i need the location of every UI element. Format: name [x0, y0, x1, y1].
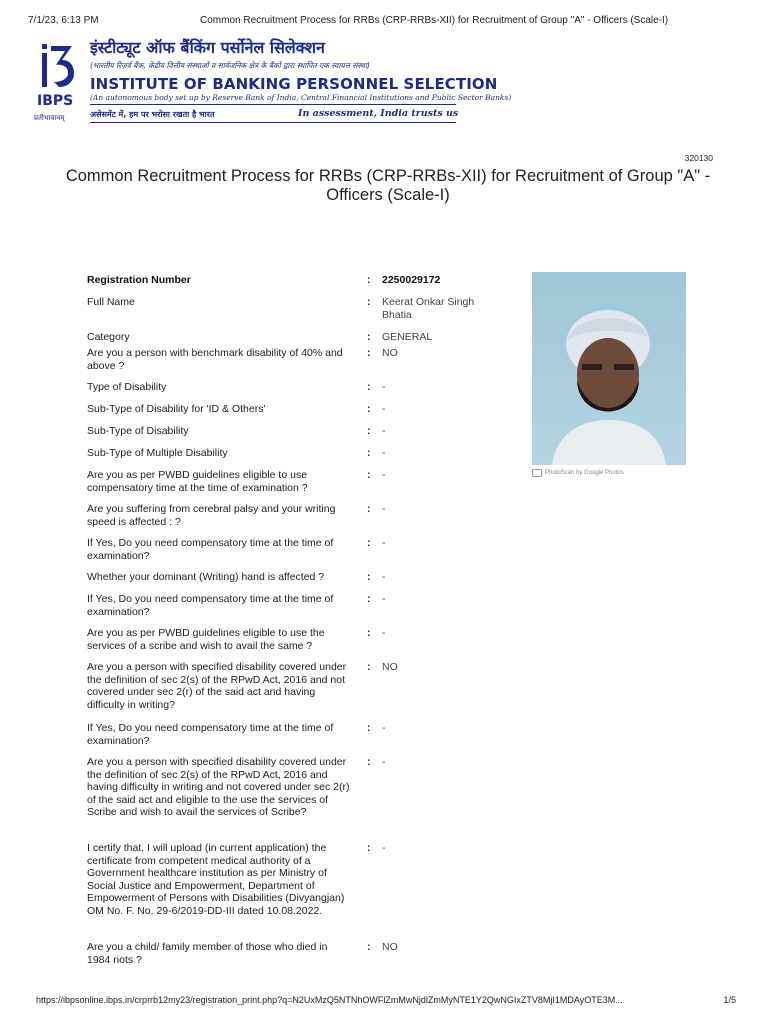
field-row-compensatory-time-3: If Yes, Do you need compensatory time at the time of examination? : - — [87, 722, 517, 756]
field-value: GENERAL — [382, 331, 433, 343]
candidate-photo — [532, 272, 686, 465]
field-value: - — [382, 425, 386, 437]
field-value: - — [382, 842, 386, 854]
field-value: - — [382, 722, 386, 734]
field-row-specified-disability-scribe: Are you a person with specified disability covered under the definition of sec 2(s) of the RPwD Act, 2016 and having difficulty in writing and not covered under sec 2(r) of the said act and eligible to the use the services of Scribe and wish to avail the services of Scribe? : - — [87, 756, 517, 842]
field-label: Are you as per PWBD guidelines eligible to use the services of a scribe and wish to avail the same ? — [87, 627, 325, 652]
field-row-full-name: Full Name : Keerat Onkar Singh Bhatia — [87, 296, 517, 331]
field-label: Are you suffering from cerebral palsy and your writing speed is affected : ? — [87, 503, 336, 528]
field-label: Sub-Type of Multiple Disability — [87, 447, 228, 459]
ibps-logo-icon — [34, 42, 84, 124]
field-label: Sub-Type of Disability — [87, 425, 189, 437]
field-value: - — [382, 503, 386, 515]
field-value: 2250029172 — [382, 274, 441, 286]
photo-credit-text: PhotoScan by Google Photos — [545, 470, 624, 476]
field-value: - — [382, 469, 386, 481]
field-label: Sub-Type of Disability for 'ID & Others' — [87, 403, 266, 415]
camera-icon — [532, 469, 542, 477]
field-value: - — [382, 537, 386, 549]
field-label: I certify that, I will upload (in current application) the certificate from competent medical authority of a Government healthcare institution as per Ministry of Social Justice and Empowerment, Department of Empowerment of Persons with Disabilities (Divyangjan) OM No. F. No. 29-6/2019-DD-III dated 10.08.2022. — [87, 842, 345, 917]
field-value: - — [382, 447, 386, 459]
field-row-writing-hand: Whether your dominant (Writing) hand is affected ? : - — [87, 571, 517, 593]
page-number: 1/5 — [723, 995, 736, 1005]
field-label: Are you a child/ family member of those who died in 1984 riots ? — [87, 941, 328, 966]
field-row-category: Category : GENERAL — [87, 331, 517, 347]
field-row-disability-subtype-id: Sub-Type of Disability for 'ID & Others' : - — [87, 403, 517, 425]
field-value: Keerat Onkar Singh Bhatia — [382, 296, 475, 321]
slogan-hindi: असेसमेंट में, हम पर भरोसा रखता है भारत — [90, 110, 215, 119]
field-value: NO — [382, 941, 398, 953]
print-datetime: 7/1/23, 6:13 PM — [28, 15, 99, 26]
field-label: Are you a person with benchmark disability of 40% and above ? — [87, 347, 343, 372]
org-name: INSTITUTE OF BANKING PERSONNEL SELECTION — [90, 75, 498, 93]
org-hindi-subtitle: (भारतीय रिज़र्व बैंक, केंद्रीय वित्तीय संस्थाओं व सार्वजनिक क्षेत्र के बैंकों द्वारा स्थापित एक स्वायत्त संस्था) — [90, 61, 370, 70]
field-value: - — [382, 403, 386, 415]
field-value: - — [382, 571, 386, 583]
registration-details — [87, 274, 517, 971]
field-row-pwbd-compensatory-time: Are you as per PWBD guidelines eligible to use compensatory time at the time of examination ? : - — [87, 469, 517, 503]
field-label: Are you as per PWBD guidelines eligible to use compensatory time at the time of examination ? — [87, 469, 308, 494]
logo-hindi-text: प्रतीभावानम् — [34, 114, 65, 122]
field-row-compensatory-time-1: If Yes, Do you need compensatory time at the time of examination? : - — [87, 537, 517, 571]
field-row-1984-riots: Are you a child/ family member of those who died in 1984 riots ? : NO — [87, 941, 517, 971]
field-label: Category — [87, 331, 130, 343]
field-row-registration-number: Registration Number : 2250029172 — [87, 274, 517, 296]
field-value: NO — [382, 347, 398, 359]
field-label: If Yes, Do you need compensatory time at the time of examination? — [87, 722, 334, 747]
header-divider — [90, 104, 456, 105]
field-label: Are you a person with specified disability covered under the definition of sec 2(s) of the RPwD Act, 2016 and having difficulty in writing and not covered under sec 2(r) of the said act and eligible to the use the services of Scribe and wish to avail the services of Scribe? — [87, 756, 350, 819]
field-label: If Yes, Do you need compensatory time at the time of examination? — [87, 537, 334, 562]
print-url: https://ibpsonline.ibps.in/crprrb12my23/registration_print.php?q=N2UxMzQ5NTNhOWFlZmMwNjdlZmMyNTE1Y2QwNGIxZTV8MjI1MDAyOTE3M... — [36, 995, 623, 1005]
field-label: Type of Disability — [87, 381, 167, 393]
field-value: - — [382, 593, 386, 605]
field-label: Registration Number — [87, 274, 191, 286]
field-label: Full Name — [87, 296, 135, 308]
field-row-compensatory-time-2: If Yes, Do you need compensatory time at the time of examination? : - — [87, 593, 517, 627]
document-code: 320130 — [684, 153, 713, 163]
field-row-disability-type: Type of Disability : - — [87, 381, 517, 403]
photo-credit — [532, 469, 624, 477]
field-label: Whether your dominant (Writing) hand is affected ? — [87, 571, 325, 583]
field-row-benchmark-disability: Are you a person with benchmark disability of 40% and above ? : NO — [87, 347, 517, 381]
field-label: Are you a person with specified disability covered under the definition of sec 2(s) of the RPwD Act, 2016 and not covered under sec 2(r) of the said act and having difficulty in writing? — [87, 661, 347, 711]
org-subtitle: (An autonomous body set up by Reserve Bank of India, Central Financial Institutions and Public Sector Banks) — [90, 93, 512, 102]
field-row-disability-subtype: Sub-Type of Disability : - — [87, 425, 517, 447]
field-row-scribe-services: Are you as per PWBD guidelines eligible to use the services of a scribe and wish to avail the same ? : - — [87, 627, 517, 661]
field-row-multiple-disability: Sub-Type of Multiple Disability : - — [87, 447, 517, 469]
field-row-cerebral-palsy: Are you suffering from cerebral palsy and your writing speed is affected : ? : - — [87, 503, 517, 537]
field-row-specified-disability-writing: Are you a person with specified disability covered under the definition of sec 2(s) of the RPwD Act, 2016 and not covered under sec 2(r) of the said act and having difficulty in writing? : NO — [87, 661, 517, 722]
field-value: - — [382, 627, 386, 639]
header-divider-bottom — [90, 122, 456, 123]
logo-text: IBPS — [37, 93, 74, 109]
field-value: - — [382, 381, 386, 393]
org-hindi-name: इंस्टीट्यूट ऑफ बैंकिंग पर्सोनेल सिलेक्शन — [90, 38, 325, 57]
field-value: NO — [382, 661, 398, 673]
field-label: If Yes, Do you need compensatory time at the time of examination? — [87, 593, 334, 618]
document-title: Common Recruitment Process for RRBs (CRP-RRBs-XII) for Recruitment of Group "A" - Officers (Scale-I) — [65, 167, 711, 204]
print-page-title: Common Recruitment Process for RRBs (CRP-RRBs-XII) for Recruitment of Group "A" - Officers (Scale-I) — [200, 15, 669, 26]
field-row-certificate-declaration: I certify that, I will upload (in current application) the certificate from competent medical authority of a Government healthcare institution as per Ministry of Social Justice and Empowerment, Department of Empowerment of Persons with Disabilities (Divyangjan) OM No. F. No. 29-6/2019-DD-III dated 10.08.2022. : - — [87, 842, 517, 941]
field-value: - — [382, 756, 386, 768]
slogan-english: In assessment, India trusts us — [298, 108, 459, 119]
